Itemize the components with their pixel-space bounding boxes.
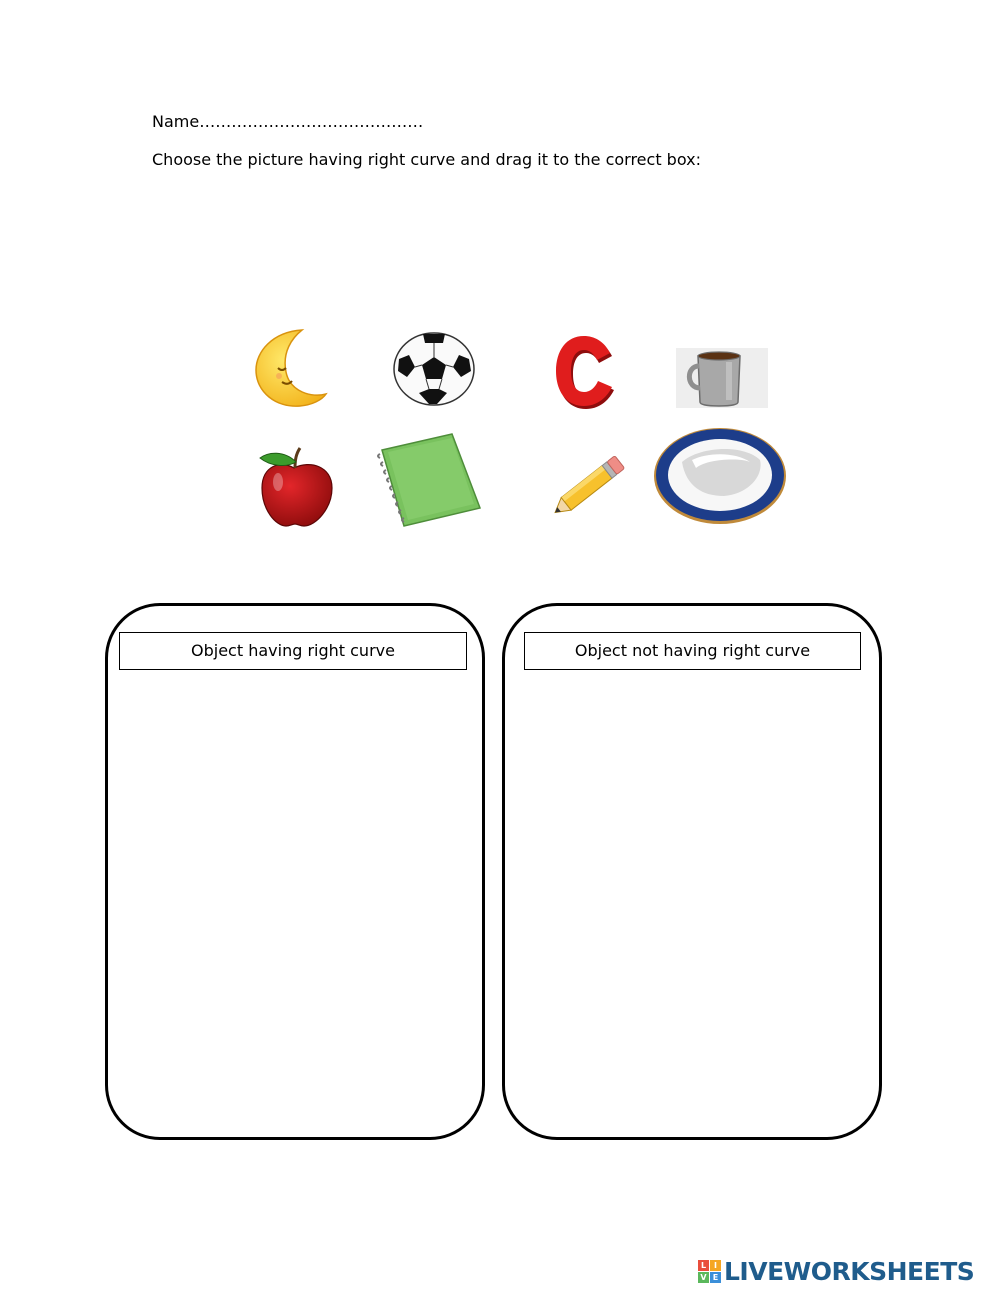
logo-letter-i: I xyxy=(710,1260,721,1271)
logo-letter-v: V xyxy=(698,1272,709,1283)
plate-icon[interactable] xyxy=(652,426,788,526)
brand-text: LIVEWORKSHEETS xyxy=(724,1256,975,1286)
label-right-curve: Object having right curve xyxy=(119,632,467,670)
brand-logo xyxy=(698,1256,974,1286)
brand-logo-mark xyxy=(698,1260,721,1283)
mug-icon[interactable] xyxy=(676,348,768,408)
drop-box-right-curve[interactable] xyxy=(105,603,485,1140)
letter-c-icon[interactable] xyxy=(552,333,618,409)
drop-box-not-right-curve[interactable] xyxy=(502,603,882,1140)
pencil-icon[interactable] xyxy=(546,452,632,520)
logo-letter-l: L xyxy=(698,1260,709,1271)
logo-letter-e: E xyxy=(710,1272,721,1283)
name-line: Name…………………………………… xyxy=(152,112,424,131)
apple-icon[interactable] xyxy=(254,446,336,528)
notebook-icon[interactable] xyxy=(374,432,486,528)
label-not-right-curve: Object not having right curve xyxy=(524,632,861,670)
instruction-text: Choose the picture having right curve and drag it to the correct box: xyxy=(152,150,701,169)
soccer-ball-icon[interactable] xyxy=(393,331,475,407)
moon-icon[interactable] xyxy=(252,326,328,408)
